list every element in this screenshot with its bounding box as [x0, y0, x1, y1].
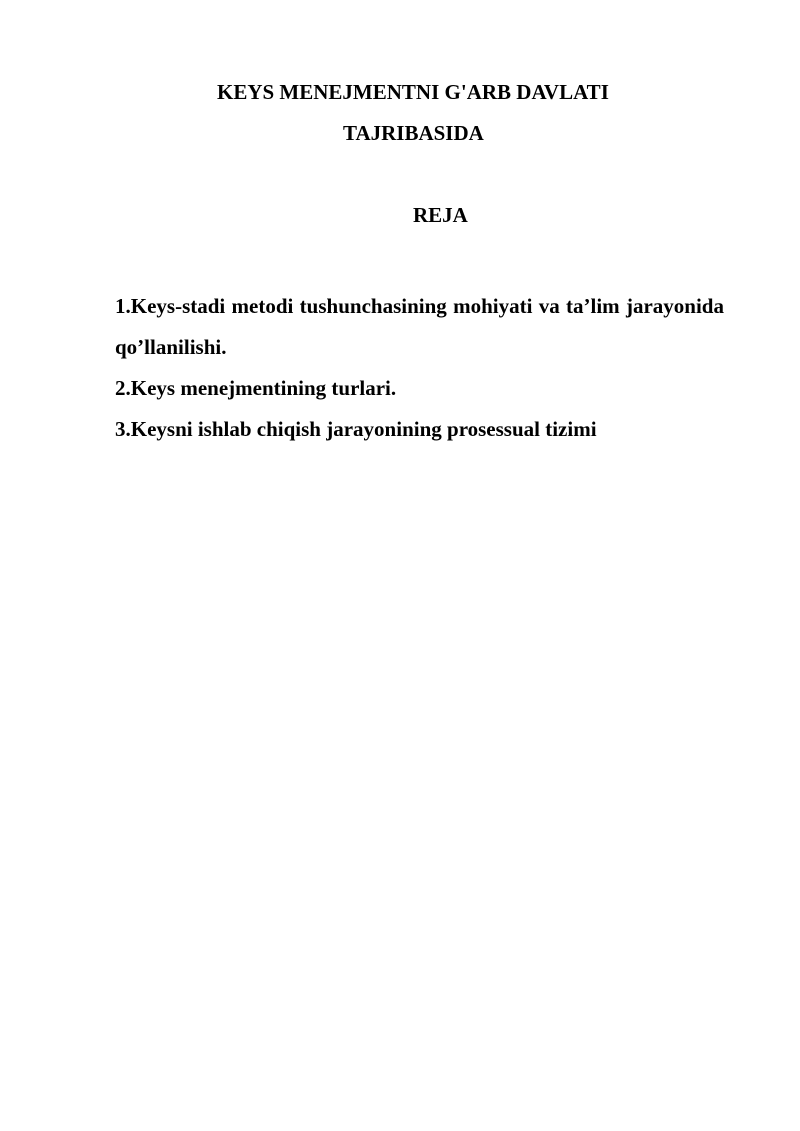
plan-item-3: 3.Keysni ishlab chiqish jarayonining prosessual tizimi [115, 417, 597, 441]
plan-item-1: 1.Keys-stadi metodi tushunchasining mohiyati va ta’lim jarayonida qo’llanilishi. [115, 294, 724, 359]
document-title-line-2: TAJRIBASIDA [343, 121, 484, 145]
plan-item-2: 2.Keys menejmentining turlari. [115, 376, 397, 400]
document-title-line-1: KEYS MENEJMENTNI G'ARB DAVLATI [217, 80, 609, 104]
plan-heading: REJA [413, 203, 468, 227]
plan-list [115, 286, 724, 450]
